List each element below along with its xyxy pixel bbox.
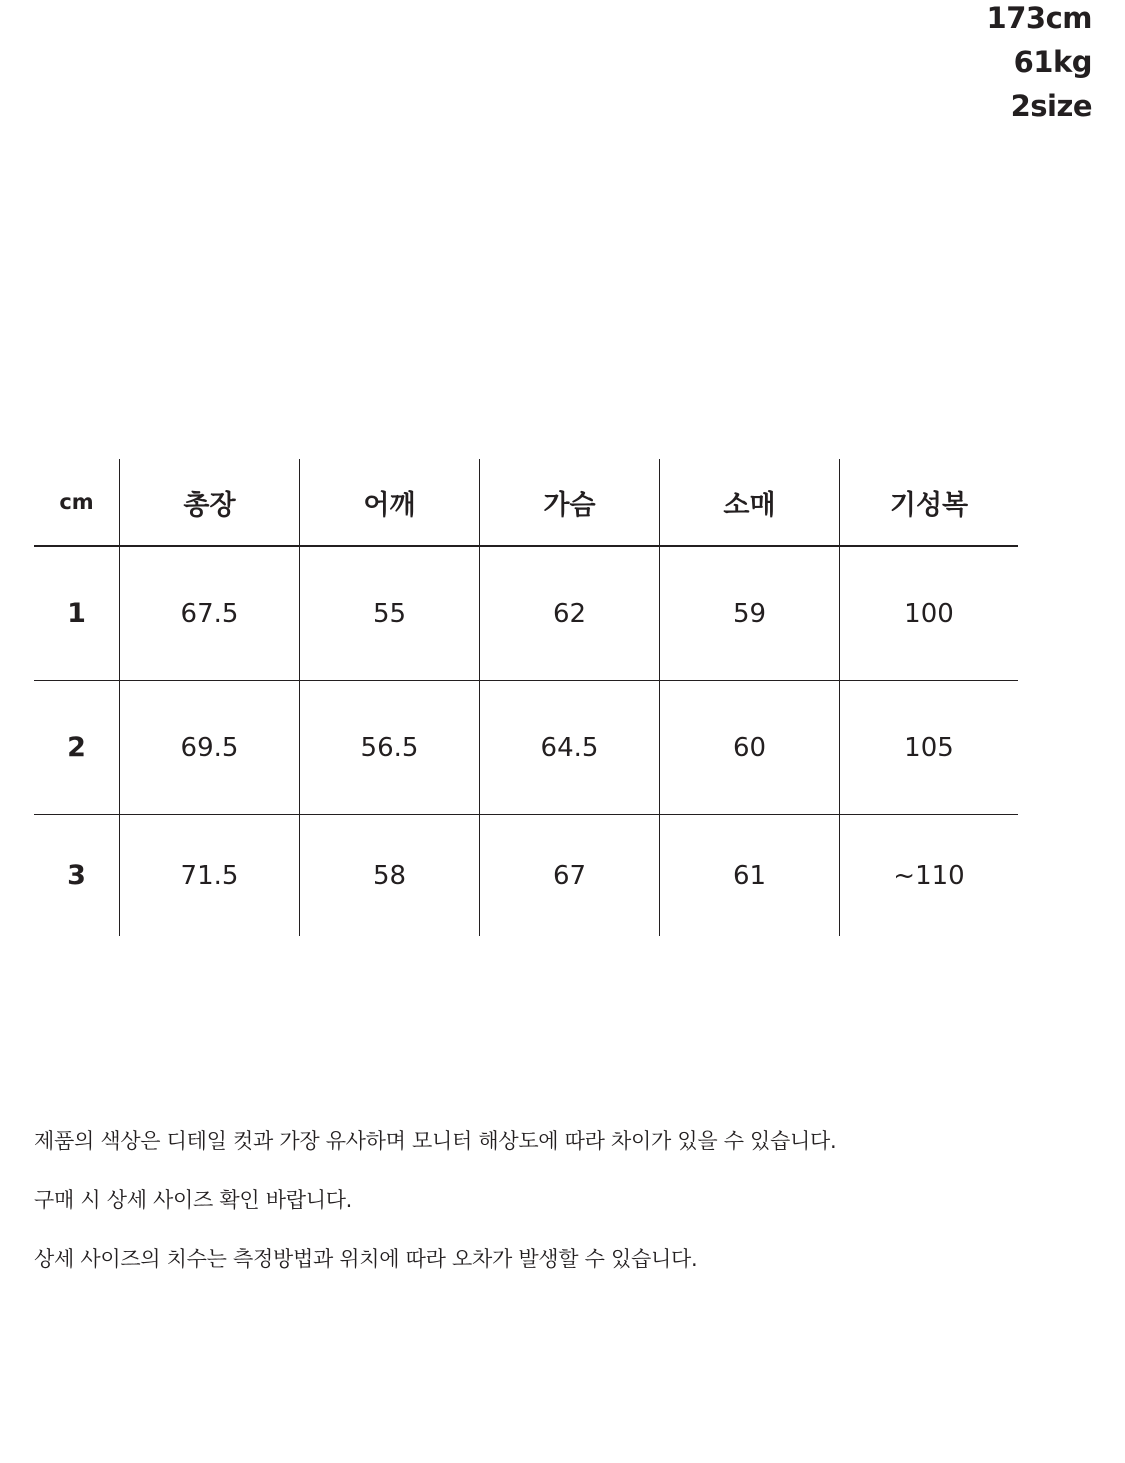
table-cell: 64.5	[479, 681, 659, 814]
size-label: 3	[67, 860, 86, 891]
model-info	[987, 0, 1092, 128]
table-cell: 60	[659, 681, 839, 814]
table-header-row	[34, 459, 1018, 547]
column-header-chest: 가슴	[479, 459, 659, 545]
note-color-disclaimer: 제품의 색상은 디테일 컷과 가장 유사하며 모니터 해상도에 따라 차이가 있을 수 있습니다.	[34, 1129, 837, 1153]
column-header-shoulder: 어깨	[299, 459, 479, 545]
note-measurement-error: 상세 사이즈의 치수는 측정방법과 위치에 따라 오차가 발생할 수 있습니다.	[34, 1247, 698, 1271]
size-label: 1	[67, 598, 86, 629]
table-cell: 69.5	[119, 681, 299, 814]
table-cell: 61	[659, 815, 839, 936]
size-table	[34, 459, 1018, 936]
table-cell: 100	[839, 547, 1018, 680]
table-cell: 59	[659, 547, 839, 680]
model-size: 2size	[1010, 89, 1092, 123]
size-label: 2	[67, 732, 86, 763]
table-cell: 67	[479, 815, 659, 936]
note-check-size: 구매 시 상세 사이즈 확인 바랍니다.	[34, 1188, 353, 1212]
table-cell: 105	[839, 681, 1018, 814]
table-cell: 58	[299, 815, 479, 936]
column-header-total-length: 총장	[119, 459, 299, 545]
column-header-sleeve: 소매	[659, 459, 839, 545]
table-cell: 56.5	[299, 681, 479, 814]
table-cell: 55	[299, 547, 479, 680]
notes	[34, 1126, 836, 1303]
model-height: 173cm	[986, 1, 1092, 35]
table-cell: 67.5	[119, 547, 299, 680]
table-cell: ~110	[839, 815, 1018, 936]
table-row	[34, 681, 1018, 815]
table-cell: 62	[479, 547, 659, 680]
table-cell: 71.5	[119, 815, 299, 936]
unit-label: cm	[59, 490, 94, 514]
column-header-ready-made-size: 기성복	[839, 459, 1018, 545]
model-weight: 61kg	[1013, 45, 1092, 79]
table-row	[34, 547, 1018, 681]
table-row	[34, 815, 1018, 936]
